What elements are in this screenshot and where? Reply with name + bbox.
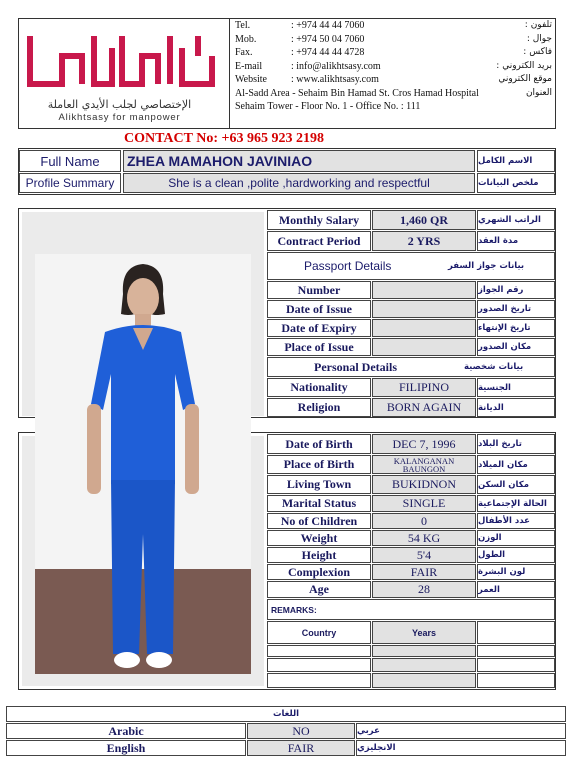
languages-header: اللغات	[6, 706, 566, 722]
complexion-label: Complexion	[267, 564, 371, 580]
place-of-issue-label: Place of Issue	[267, 338, 371, 356]
contract-label: Contract Period	[267, 231, 371, 251]
expiry-date-label-ar: تاريخ الإنتهاء	[477, 319, 555, 337]
personal-header	[267, 357, 555, 377]
website-label-ar: موقع الكتروني	[498, 74, 552, 84]
profile-summary-value: She is a clean ,polite ,hardworking and respectful	[123, 173, 475, 193]
website-label: Website	[235, 74, 267, 85]
height-label-ar: الطول	[477, 547, 555, 563]
tel-label-ar: تلفون :	[524, 20, 552, 30]
address-line1: Al-Sadd Area - Sehaim Bin Hamad St. Cros Hamad Hospital	[235, 88, 479, 99]
living-town-label-ar: مكان السكن	[477, 475, 555, 494]
religion-label: Religion	[267, 398, 371, 417]
contract-value: 2 YRS	[372, 231, 476, 251]
experience-row-2-extra	[477, 658, 555, 672]
passport-number-label: Number	[267, 281, 371, 299]
children-value: 0	[372, 513, 476, 529]
language-english-label-ar: الانجليزي	[356, 740, 566, 756]
dob-value: DEC 7, 1996	[372, 434, 476, 454]
marital-status-value: SINGLE	[372, 495, 476, 512]
header-divider	[229, 18, 230, 129]
country-header: Country	[267, 621, 371, 644]
place-of-issue-value	[372, 338, 476, 356]
mob-value: : +974 50 04 7060	[291, 34, 365, 45]
religion-label-ar: الديانة	[477, 398, 555, 417]
contact-tel	[235, 20, 364, 31]
issue-date-label-ar: تاريخ الصدور	[477, 300, 555, 318]
email-label-ar: بريد الكتروني :	[496, 61, 552, 71]
nationality-value: FILIPINO	[372, 378, 476, 397]
children-label-ar: عدد الأطفال	[477, 513, 555, 529]
marital-status-label-ar: الحالة الإجتماعية	[477, 495, 555, 512]
passport-header	[267, 252, 555, 280]
email-value[interactable]: : info@alikhtsasy.com	[291, 61, 381, 72]
experience-row-3-country	[267, 673, 371, 688]
experience-row-1-country	[267, 645, 371, 657]
passport-header-label: Passport Details	[304, 259, 392, 273]
height-label: Height	[267, 547, 371, 563]
nationality-label: Nationality	[267, 378, 371, 397]
personal-header-label: Personal Details	[314, 359, 397, 374]
expiry-date-value	[372, 319, 476, 337]
remarks-label: REMARKS:	[267, 599, 555, 620]
pob-value: KALANGANAN BAUNGON	[372, 455, 476, 474]
living-town-value: BUKIDNON	[372, 475, 476, 494]
candidate-photo	[35, 254, 251, 674]
place-of-issue-label-ar: مكان الصدور	[477, 338, 555, 356]
salary-label-ar: الراتب الشهري	[477, 210, 555, 230]
fax-label-ar: فاكس :	[523, 47, 552, 57]
age-label-ar: العمر	[477, 581, 555, 598]
dob-label-ar: تاريخ البلاد	[477, 434, 555, 454]
passport-header-label-ar: بيانات جواز السفر	[448, 261, 525, 271]
experience-row-3-extra	[477, 673, 555, 688]
profile-summary-label-ar: ملخص البيانات	[477, 173, 555, 193]
experience-header-blank	[477, 621, 555, 644]
mob-label-ar: جوال :	[526, 34, 552, 44]
tel-value: : +974 44 44 7060	[291, 20, 365, 31]
living-town-label: Living Town	[267, 475, 371, 494]
weight-label-ar: الوزن	[477, 530, 555, 546]
salary-value: 1,460 QR	[372, 210, 476, 230]
email-label: E-mail	[235, 61, 263, 72]
complexion-value: FAIR	[372, 564, 476, 580]
website-value[interactable]: : www.alikhtsasy.com	[291, 74, 379, 85]
experience-row-1-extra	[477, 645, 555, 657]
contact-website	[235, 74, 379, 85]
tel-label: Tel.	[235, 20, 251, 31]
contact-email	[235, 61, 381, 72]
issue-date-label: Date of Issue	[267, 300, 371, 318]
marital-status-label: Marital Status	[267, 495, 371, 512]
fax-value: : +974 44 44 4728	[291, 47, 365, 58]
height-value: 5'4	[372, 547, 476, 563]
logo-tagline-english: Alikhtsasy for manpower	[58, 112, 181, 123]
contact-mob	[235, 34, 364, 45]
language-english-value: FAIR	[247, 740, 355, 756]
children-label: No of Children	[267, 513, 371, 529]
language-english-label: English	[6, 740, 246, 756]
full-name-label-ar: الاسم الكامل	[477, 150, 555, 172]
person-figure-icon	[35, 254, 251, 674]
pob-label: Place of Birth	[267, 455, 371, 474]
personal-header-label-ar: بيانات شخصية	[464, 362, 524, 372]
religion-value: BORN AGAIN	[372, 398, 476, 417]
age-label: Age	[267, 581, 371, 598]
company-logo	[22, 26, 227, 124]
issue-date-value	[372, 300, 476, 318]
language-arabic-value: NO	[247, 723, 355, 739]
profile-summary-label: Profile Summary	[19, 173, 121, 193]
complexion-label-ar: لون البشرة	[477, 564, 555, 580]
logo-mark-icon	[22, 26, 227, 98]
nationality-label-ar: الجنسية	[477, 378, 555, 397]
language-arabic-label-ar: عربي	[356, 723, 566, 739]
experience-row-2-years	[372, 658, 476, 672]
age-value: 28	[372, 581, 476, 598]
pob-label-ar: مكان الميلاد	[477, 455, 555, 474]
passport-number-label-ar: رقم الجواز	[477, 281, 555, 299]
salary-label: Monthly Salary	[267, 210, 371, 230]
experience-row-1-years	[372, 645, 476, 657]
experience-row-3-years	[372, 673, 476, 688]
experience-row-2-country	[267, 658, 371, 672]
language-arabic-label: Arabic	[6, 723, 246, 739]
weight-label: Weight	[267, 530, 371, 546]
mob-label: Mob.	[235, 34, 257, 45]
fax-label: Fax.	[235, 47, 253, 58]
passport-number-value	[372, 281, 476, 299]
full-name-value: ZHEA MAMAHON JAVINIAO	[123, 150, 475, 172]
years-header: Years	[372, 621, 476, 644]
address-label-ar: العنوان	[525, 88, 552, 98]
contact-number: CONTACT No: +63 965 923 2198	[124, 131, 324, 146]
dob-label: Date of Birth	[267, 434, 371, 454]
weight-value: 54 KG	[372, 530, 476, 546]
expiry-date-label: Date of Expiry	[267, 319, 371, 337]
contract-label-ar: مدة العقد	[477, 231, 555, 251]
contact-fax	[235, 47, 364, 58]
address-line2: Sehaim Tower - Floor No. 1 - Office No. : 111	[235, 101, 421, 112]
logo-tagline-arabic: الإختصاصي لجلب الأيدي العاملة	[47, 98, 192, 111]
full-name-label: Full Name	[19, 150, 121, 172]
